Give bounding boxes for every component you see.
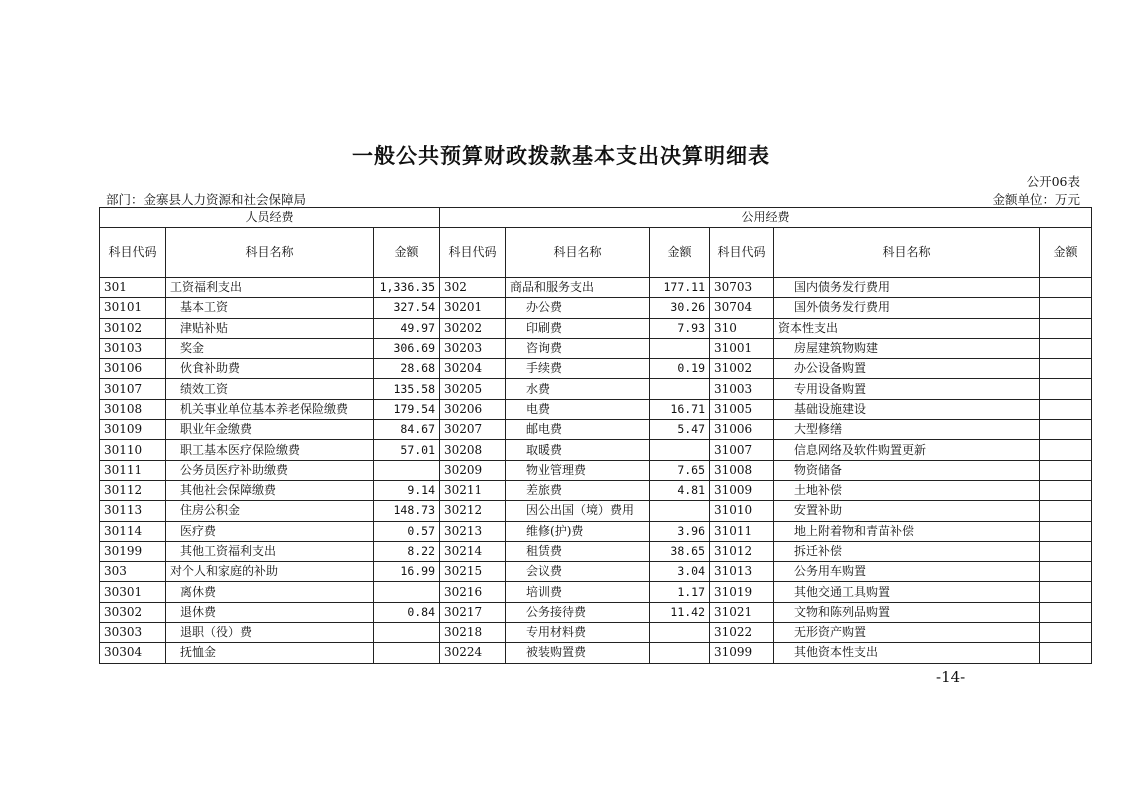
cell-amount xyxy=(1040,379,1092,399)
cell-code: 30217 xyxy=(440,602,506,622)
cell-code: 30108 xyxy=(100,399,166,419)
cell-amount: 38.65 xyxy=(650,541,710,561)
cell-code: 30214 xyxy=(440,541,506,561)
cell-amount xyxy=(1040,298,1092,318)
cell-code: 30106 xyxy=(100,359,166,379)
cell-name: 国内债务发行费用 xyxy=(774,278,1040,298)
table-row xyxy=(100,582,1092,602)
cell-amount: 16.71 xyxy=(650,399,710,419)
cell-name: 其他交通工具购置 xyxy=(774,582,1040,602)
cell-name: 住房公积金 xyxy=(166,501,374,521)
cell-code: 30103 xyxy=(100,338,166,358)
cell-amount: 135.58 xyxy=(374,379,440,399)
cell-name: 因公出国（境）费用 xyxy=(506,501,650,521)
table-row xyxy=(100,623,1092,643)
cell-amount xyxy=(1040,643,1092,663)
cell-code: 30112 xyxy=(100,480,166,500)
cell-amount xyxy=(1040,480,1092,500)
cell-amount xyxy=(1040,399,1092,419)
cell-code: 31006 xyxy=(710,420,774,440)
cell-code: 30212 xyxy=(440,501,506,521)
table-row xyxy=(100,440,1092,460)
amount-unit-label: 金额单位：万元 xyxy=(992,192,1080,207)
cell-name: 国外债务发行费用 xyxy=(774,298,1040,318)
cell-amount xyxy=(1040,623,1092,643)
cell-code: 31003 xyxy=(710,379,774,399)
cell-amount: 1.17 xyxy=(650,582,710,602)
cell-code: 30209 xyxy=(440,460,506,480)
cell-name: 公务用车购置 xyxy=(774,562,1040,582)
cell-code: 30211 xyxy=(440,480,506,500)
cell-name: 差旅费 xyxy=(506,480,650,500)
cell-code: 310 xyxy=(710,318,774,338)
cell-name: 其他资本性支出 xyxy=(774,643,1040,663)
cell-name: 伙食补助费 xyxy=(166,359,374,379)
cell-code: 31009 xyxy=(710,480,774,500)
cell-amount: 57.01 xyxy=(374,440,440,460)
cell-name: 对个人和家庭的补助 xyxy=(166,562,374,582)
cell-amount xyxy=(1040,338,1092,358)
cell-code: 30302 xyxy=(100,602,166,622)
cell-amount: 84.67 xyxy=(374,420,440,440)
cell-name: 公务接待费 xyxy=(506,602,650,622)
cell-amount: 0.19 xyxy=(650,359,710,379)
cell-amount xyxy=(1040,582,1092,602)
cell-amount xyxy=(650,501,710,521)
cell-code: 30111 xyxy=(100,460,166,480)
cell-amount: 11.42 xyxy=(650,602,710,622)
cell-name: 手续费 xyxy=(506,359,650,379)
cell-name: 物资储备 xyxy=(774,460,1040,480)
expenditure-table xyxy=(99,207,1092,664)
cell-amount: 5.47 xyxy=(650,420,710,440)
cell-code: 30215 xyxy=(440,562,506,582)
table-row xyxy=(100,643,1092,663)
cell-amount xyxy=(374,582,440,602)
table-row xyxy=(100,420,1092,440)
cell-code: 31005 xyxy=(710,399,774,419)
group-header-row xyxy=(100,208,1092,228)
cell-code: 30202 xyxy=(440,318,506,338)
cell-code: 30199 xyxy=(100,541,166,561)
cell-amount: 177.11 xyxy=(650,278,710,298)
cell-name: 职业年金缴费 xyxy=(166,420,374,440)
cell-code: 31011 xyxy=(710,521,774,541)
cell-code: 30704 xyxy=(710,298,774,318)
cell-code: 31013 xyxy=(710,562,774,582)
cell-code: 30218 xyxy=(440,623,506,643)
table-row xyxy=(100,501,1092,521)
cell-name: 取暖费 xyxy=(506,440,650,460)
cell-amount: 3.96 xyxy=(650,521,710,541)
cell-amount xyxy=(650,379,710,399)
cell-code: 30109 xyxy=(100,420,166,440)
cell-amount: 327.54 xyxy=(374,298,440,318)
header-amount: 金额 xyxy=(1040,228,1092,278)
cell-code: 30107 xyxy=(100,379,166,399)
header-name: 科目名称 xyxy=(774,228,1040,278)
cell-amount xyxy=(650,338,710,358)
cell-name: 退职（役）费 xyxy=(166,623,374,643)
cell-amount xyxy=(374,460,440,480)
cell-amount: 1,336.35 xyxy=(374,278,440,298)
cell-name: 抚恤金 xyxy=(166,643,374,663)
cell-name: 职工基本医疗保险缴费 xyxy=(166,440,374,460)
page-number: -14- xyxy=(936,668,966,686)
cell-code: 30224 xyxy=(440,643,506,663)
cell-amount: 30.26 xyxy=(650,298,710,318)
cell-name: 培训费 xyxy=(506,582,650,602)
cell-code: 30207 xyxy=(440,420,506,440)
cell-name: 地上附着物和青苗补偿 xyxy=(774,521,1040,541)
cell-amount: 16.99 xyxy=(374,562,440,582)
table-row xyxy=(100,541,1092,561)
cell-amount: 8.22 xyxy=(374,541,440,561)
cell-name: 办公设备购置 xyxy=(774,359,1040,379)
cell-name: 医疗费 xyxy=(166,521,374,541)
cell-code: 31002 xyxy=(710,359,774,379)
cell-name: 咨询费 xyxy=(506,338,650,358)
cell-amount xyxy=(1040,602,1092,622)
table-row xyxy=(100,602,1092,622)
table-row xyxy=(100,460,1092,480)
header-amount: 金额 xyxy=(374,228,440,278)
cell-code: 30206 xyxy=(440,399,506,419)
cell-amount: 49.97 xyxy=(374,318,440,338)
cell-amount: 3.04 xyxy=(650,562,710,582)
cell-amount xyxy=(1040,562,1092,582)
group-personnel: 人员经费 xyxy=(100,208,440,228)
table-row xyxy=(100,298,1092,318)
cell-name: 绩效工资 xyxy=(166,379,374,399)
page-title: 一般公共预算财政拨款基本支出决算明细表 xyxy=(352,144,770,168)
cell-amount: 0.57 xyxy=(374,521,440,541)
cell-code: 31008 xyxy=(710,460,774,480)
cell-name: 其他社会保障缴费 xyxy=(166,480,374,500)
cell-amount xyxy=(1040,278,1092,298)
table-row xyxy=(100,480,1092,500)
cell-code: 31010 xyxy=(710,501,774,521)
cell-code: 31022 xyxy=(710,623,774,643)
cell-name: 被装购置费 xyxy=(506,643,650,663)
cell-code: 30213 xyxy=(440,521,506,541)
cell-name: 商品和服务支出 xyxy=(506,278,650,298)
cell-name: 基础设施建设 xyxy=(774,399,1040,419)
cell-name: 电费 xyxy=(506,399,650,419)
cell-amount: 306.69 xyxy=(374,338,440,358)
cell-amount xyxy=(374,643,440,663)
cell-amount xyxy=(374,623,440,643)
column-header-row xyxy=(100,228,1092,278)
cell-code: 30204 xyxy=(440,359,506,379)
cell-amount xyxy=(1040,541,1092,561)
table-row xyxy=(100,359,1092,379)
cell-code: 31021 xyxy=(710,602,774,622)
cell-name: 其他工资福利支出 xyxy=(166,541,374,561)
cell-name: 信息网络及软件购置更新 xyxy=(774,440,1040,460)
cell-name: 公务员医疗补助缴费 xyxy=(166,460,374,480)
cell-name: 安置补助 xyxy=(774,501,1040,521)
table-row xyxy=(100,278,1092,298)
cell-code: 31019 xyxy=(710,582,774,602)
table-row xyxy=(100,338,1092,358)
cell-amount: 0.84 xyxy=(374,602,440,622)
cell-amount xyxy=(1040,440,1092,460)
cell-code: 30203 xyxy=(440,338,506,358)
cell-code: 30102 xyxy=(100,318,166,338)
cell-name: 大型修缮 xyxy=(774,420,1040,440)
group-public: 公用经费 xyxy=(440,208,1092,228)
cell-code: 30114 xyxy=(100,521,166,541)
cell-name: 文物和陈列品购置 xyxy=(774,602,1040,622)
cell-name: 专用材料费 xyxy=(506,623,650,643)
cell-amount xyxy=(1040,501,1092,521)
table-row xyxy=(100,521,1092,541)
cell-amount xyxy=(1040,420,1092,440)
table-row xyxy=(100,399,1092,419)
header-amount: 金额 xyxy=(650,228,710,278)
cell-name: 专用设备购置 xyxy=(774,379,1040,399)
cell-name: 资本性支出 xyxy=(774,318,1040,338)
cell-amount: 179.54 xyxy=(374,399,440,419)
cell-amount xyxy=(650,643,710,663)
cell-name: 奖金 xyxy=(166,338,374,358)
cell-code: 303 xyxy=(100,562,166,582)
cell-name: 工资福利支出 xyxy=(166,278,374,298)
header-code: 科目代码 xyxy=(440,228,506,278)
cell-name: 邮电费 xyxy=(506,420,650,440)
cell-amount: 148.73 xyxy=(374,501,440,521)
cell-amount xyxy=(650,440,710,460)
cell-name: 基本工资 xyxy=(166,298,374,318)
cell-code: 30201 xyxy=(440,298,506,318)
cell-name: 机关事业单位基本养老保险缴费 xyxy=(166,399,374,419)
cell-code: 31007 xyxy=(710,440,774,460)
cell-name: 租赁费 xyxy=(506,541,650,561)
cell-amount xyxy=(1040,521,1092,541)
cell-code: 31012 xyxy=(710,541,774,561)
cell-code: 30113 xyxy=(100,501,166,521)
cell-name: 办公费 xyxy=(506,298,650,318)
cell-code: 30303 xyxy=(100,623,166,643)
header-name: 科目名称 xyxy=(506,228,650,278)
cell-amount: 4.81 xyxy=(650,480,710,500)
cell-amount xyxy=(1040,460,1092,480)
cell-name: 水费 xyxy=(506,379,650,399)
cell-name: 拆迁补偿 xyxy=(774,541,1040,561)
cell-code: 30216 xyxy=(440,582,506,602)
header-name: 科目名称 xyxy=(166,228,374,278)
table-row xyxy=(100,318,1092,338)
cell-code: 301 xyxy=(100,278,166,298)
cell-amount xyxy=(1040,359,1092,379)
cell-name: 退休费 xyxy=(166,602,374,622)
cell-amount: 7.65 xyxy=(650,460,710,480)
cell-code: 30301 xyxy=(100,582,166,602)
cell-amount: 7.93 xyxy=(650,318,710,338)
cell-code: 30205 xyxy=(440,379,506,399)
form-number: 公开06表 xyxy=(1026,174,1080,189)
cell-code: 31099 xyxy=(710,643,774,663)
cell-code: 30304 xyxy=(100,643,166,663)
cell-amount: 28.68 xyxy=(374,359,440,379)
cell-name: 会议费 xyxy=(506,562,650,582)
table-row xyxy=(100,562,1092,582)
header-code: 科目代码 xyxy=(100,228,166,278)
cell-name: 无形资产购置 xyxy=(774,623,1040,643)
cell-code: 30110 xyxy=(100,440,166,460)
cell-name: 房屋建筑物购建 xyxy=(774,338,1040,358)
cell-code: 31001 xyxy=(710,338,774,358)
cell-name: 土地补偿 xyxy=(774,480,1040,500)
cell-name: 物业管理费 xyxy=(506,460,650,480)
cell-amount: 9.14 xyxy=(374,480,440,500)
cell-name: 印刷费 xyxy=(506,318,650,338)
cell-code: 30703 xyxy=(710,278,774,298)
cell-name: 维修(护)费 xyxy=(506,521,650,541)
cell-name: 津贴补贴 xyxy=(166,318,374,338)
cell-amount xyxy=(1040,318,1092,338)
cell-code: 30101 xyxy=(100,298,166,318)
cell-code: 302 xyxy=(440,278,506,298)
cell-name: 离休费 xyxy=(166,582,374,602)
cell-amount xyxy=(650,623,710,643)
header-code: 科目代码 xyxy=(710,228,774,278)
department-label: 部门：金寨县人力资源和社会保障局 xyxy=(106,192,307,207)
table-row xyxy=(100,379,1092,399)
cell-code: 30208 xyxy=(440,440,506,460)
